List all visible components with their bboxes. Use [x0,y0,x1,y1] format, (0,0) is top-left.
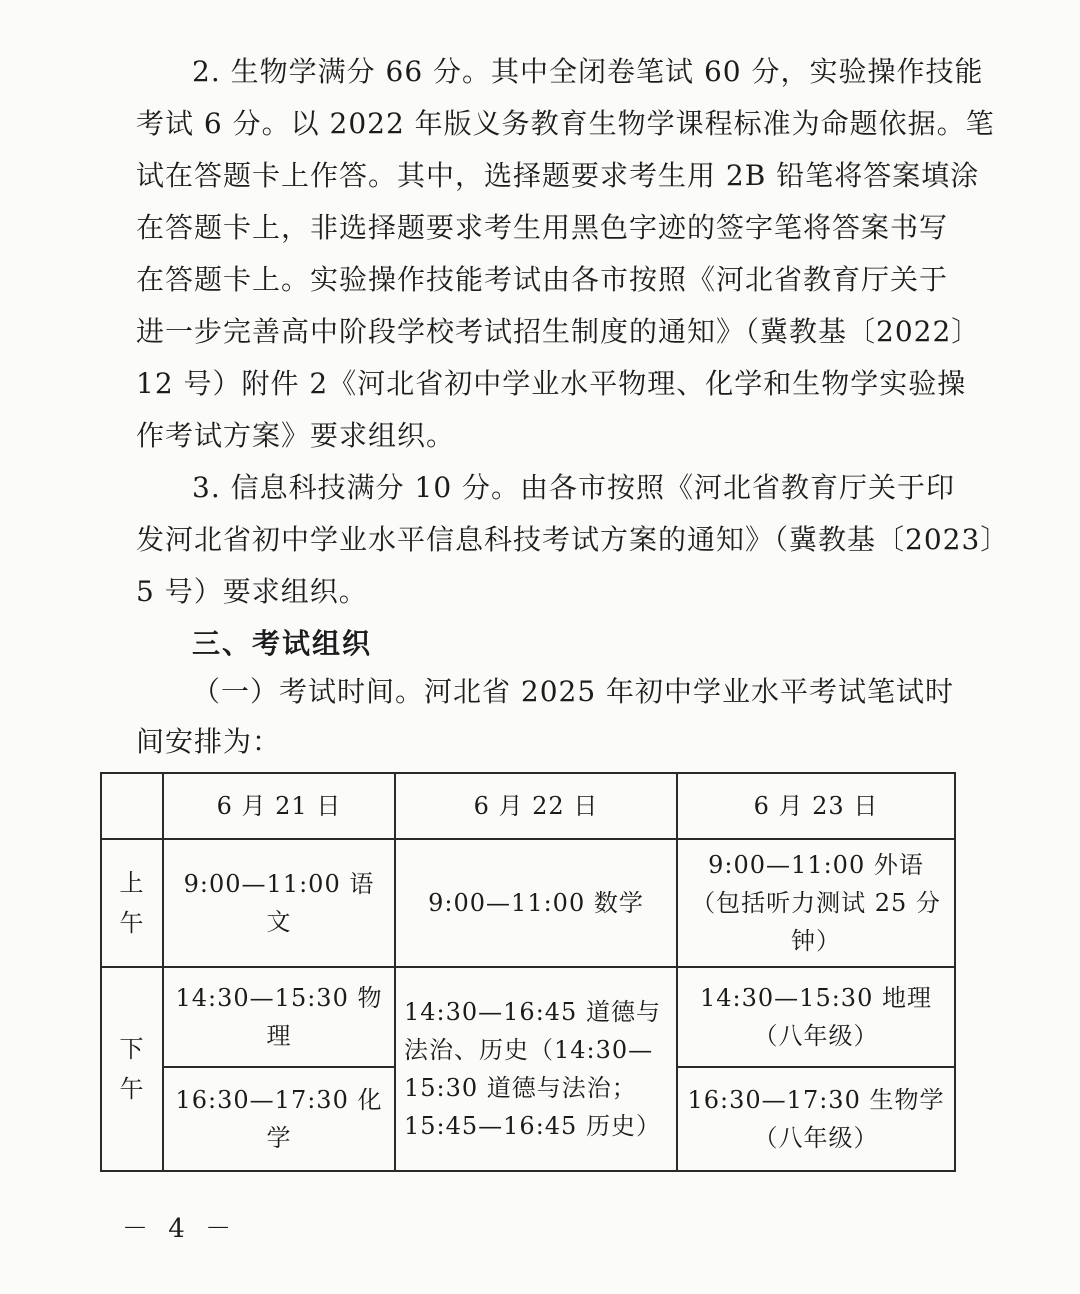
afternoon-row-1 [101,967,955,1067]
schedule-cell: 16:30—17:30 化学 [163,1067,395,1171]
table-corner-cell [101,773,163,839]
afternoon-label [101,967,163,1171]
text-line: （一）考试时间。河北省 2025 年初中学业水平考试笔试时 [192,675,955,708]
date-header: 6 月 23 日 [677,773,955,839]
label-char: 下 [119,1035,145,1063]
date-header: 6 月 22 日 [395,773,677,839]
section-heading: 三、考试组织 [192,627,373,660]
text-line: 进一步完善高中阶段学校考试招生制度的通知》（冀教基〔2022〕 [136,315,981,348]
text-line: 发河北省初中学业水平信息科技考试方案的通知》（冀教基〔2023〕 [136,523,1010,556]
schedule-cell: 16:30—17:30 生物学（八年级） [677,1067,955,1171]
text-line: 5 号）要求组织。 [136,575,368,608]
morning-row [101,839,955,967]
page-number: － 4 － [122,1214,238,1244]
text-line: 试在答题卡上作答。其中，选择题要求考生用 2B 铅笔将答案填涂 [136,159,980,192]
schedule-cell: 9:00—11:00 数学 [395,839,677,967]
schedule-cell: 14:30—15:30 物理 [163,967,395,1067]
morning-label [101,839,163,967]
label-char: 午 [119,1075,145,1103]
schedule-cell: 14:30—15:30 地理（八年级） [677,967,955,1067]
schedule-cell: 9:00—11:00 语文 [163,839,395,967]
text-line: 2. 生物学满分 66 分。其中全闭卷笔试 60 分，实验操作技能 [192,55,984,88]
text-line: 间安排为： [136,725,282,758]
table-header-row [101,773,955,839]
text-line: 12 号）附件 2《河北省初中学业水平物理、化学和生物学实验操 [136,367,967,400]
text-line: 在答题卡上，非选择题要求考生用黑色字迹的签字笔将答案书写 [136,211,949,244]
text-line: 3. 信息科技满分 10 分。由各市按照《河北省教育厅关于印 [192,471,956,504]
schedule-cell: 14:30—16:45 道德与法治、历史（14:30—15:30 道德与法治；15:45—16:45 历史） [395,967,677,1171]
text-line: 在答题卡上。实验操作技能考试由各市按照《河北省教育厅关于 [136,263,949,296]
exam-schedule-table [100,772,956,1172]
schedule-cell: 9:00—11:00 外语（包括听力测试 25 分钟） [677,839,955,967]
text-line: 作考试方案》要求组织。 [136,419,456,452]
label-char: 上 [119,869,145,897]
date-header: 6 月 21 日 [163,773,395,839]
label-char: 午 [119,909,145,937]
text-line: 考试 6 分。以 2022 年版义务教育生物学课程标准为命题依据。笔 [136,107,995,140]
